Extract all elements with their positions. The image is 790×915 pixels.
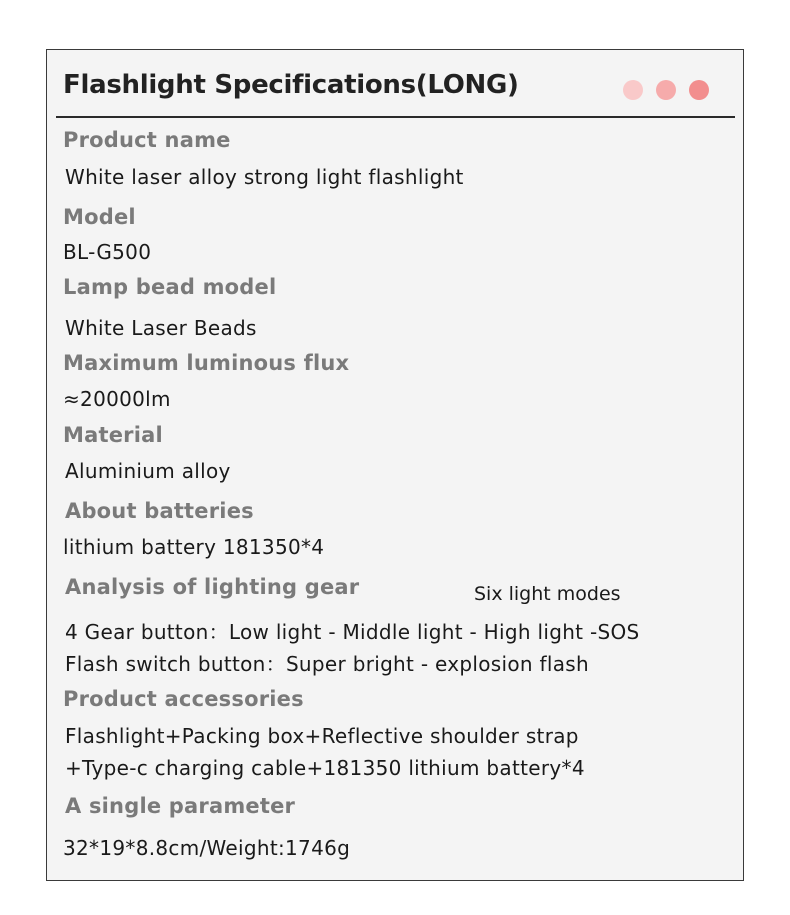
light-modes-note: Six light modes <box>474 583 621 605</box>
gear-button-line: 4 Gear button：Low light - Middle light - High light -SOS <box>65 620 640 644</box>
material-value: Aluminium alloy <box>65 459 231 483</box>
product-name-label: Product name <box>63 128 231 152</box>
page-title: Flashlight Specifications(LONG) <box>63 70 519 100</box>
lamp-bead-model-value: White Laser Beads <box>65 316 257 340</box>
model-label: Model <box>63 205 136 229</box>
material-label: Material <box>63 423 163 447</box>
dot-dark <box>689 80 709 100</box>
flash-switch-line: Flash switch button：Super bright - explosion flash <box>65 652 589 676</box>
max-luminous-flux-label: Maximum luminous flux <box>63 351 350 375</box>
dot-medium <box>656 80 676 100</box>
accessories-line-2: +Type-c charging cable+181350 lithium battery*4 <box>65 756 585 780</box>
single-parameter-value: 32*19*8.8cm/Weight:1746g <box>63 836 351 860</box>
single-parameter-label: A single parameter <box>65 794 296 818</box>
accessories-line-1: Flashlight+Packing box+Reflective shoulder strap <box>65 724 579 748</box>
lamp-bead-model-label: Lamp bead model <box>63 275 277 299</box>
dot-light <box>623 80 643 100</box>
batteries-value: lithium battery 181350*4 <box>63 535 325 559</box>
batteries-label: About batteries <box>65 499 254 523</box>
spec-card <box>46 49 744 881</box>
max-luminous-flux-value: ≈20000lm <box>63 387 171 411</box>
lighting-gear-label: Analysis of lighting gear <box>65 575 360 599</box>
accessories-label: Product accessories <box>63 687 304 711</box>
model-value: BL-G500 <box>63 240 152 264</box>
title-divider <box>56 116 735 118</box>
product-name-value: White laser alloy strong light flashlight <box>65 165 464 189</box>
